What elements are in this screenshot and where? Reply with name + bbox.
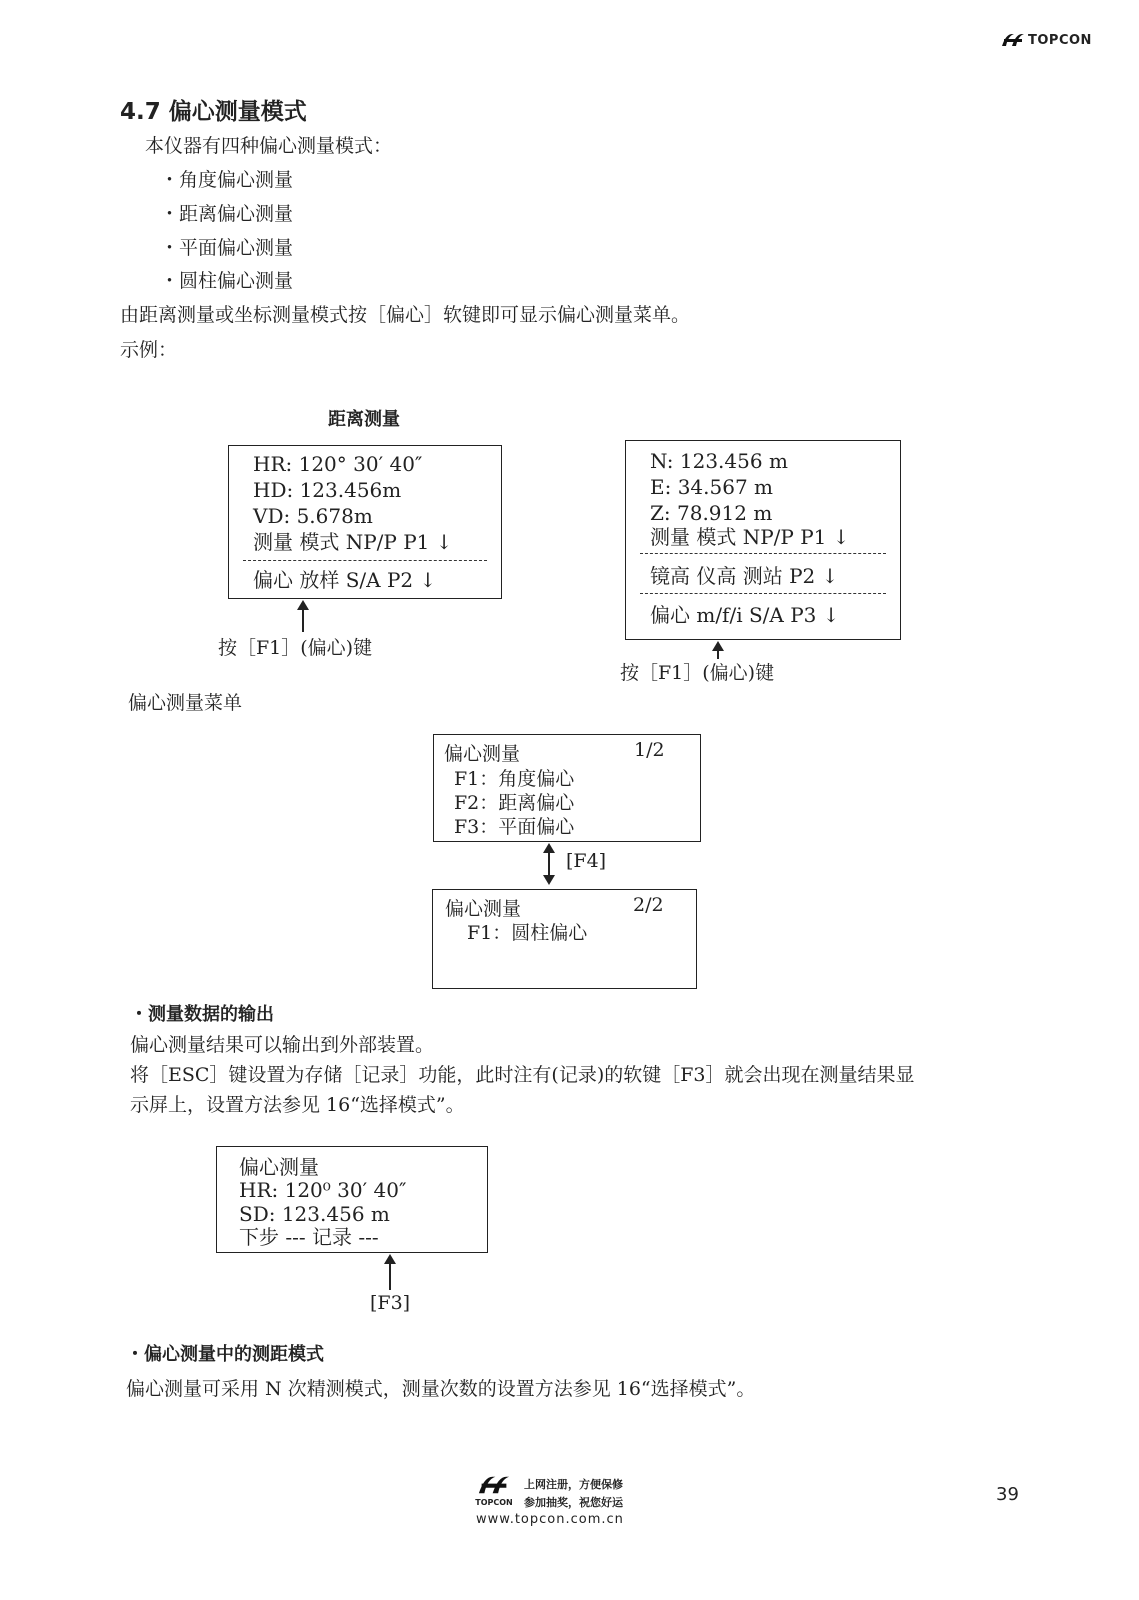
- section-title: 4.7 偏心测量模式: [120, 99, 307, 125]
- footer-line1: 上网注册，方便保修: [524, 1478, 623, 1491]
- menu-page: 2/2: [633, 894, 664, 916]
- f3-key-label: [F3]: [370, 1292, 411, 1314]
- arrow-shaft: [302, 608, 304, 632]
- f4-key-label: [F4]: [566, 850, 607, 872]
- divider: [243, 560, 487, 561]
- footer-logo: [474, 1474, 514, 1507]
- topcon-mark-icon: [475, 1474, 513, 1496]
- screen-line: Z: 78.912 m: [650, 501, 773, 525]
- range-mode-text: 偏心测量可采用 N 次精测模式，测量次数的设置方法参见 16“选择模式”。: [126, 1378, 756, 1400]
- screen-line: HR: 120° 30′ 40″: [253, 452, 423, 476]
- mode-item: ・平面偏心测量: [160, 237, 294, 259]
- offset-result-screen: [216, 1146, 488, 1253]
- mode-item: ・距离偏心测量: [160, 203, 294, 225]
- footer-brand: TOPCON: [475, 1498, 513, 1507]
- arrow-shaft: [548, 851, 550, 875]
- menu-page: 1/2: [634, 739, 665, 761]
- arrow-shaft: [389, 1262, 391, 1290]
- offset-menu-page2: [432, 889, 697, 989]
- range-mode-heading: ・偏心测量中的测距模式: [126, 1344, 324, 1365]
- softkey-row-p3: 偏心 m/f/i S/A P3 ↓: [650, 603, 840, 627]
- softkey-row-p1: 测量 模式 NP/P P1 ↓: [650, 525, 850, 549]
- screen-line: VD: 5.678m: [253, 504, 373, 528]
- menu-item: F3：平面偏心: [454, 816, 575, 838]
- distance-caption: 距离测量: [328, 409, 400, 430]
- mode-item: ・角度偏心测量: [160, 169, 294, 191]
- output-text: 示屏上，设置方法参见 16“选择模式”。: [130, 1094, 465, 1116]
- key-note: 按［F1］(偏心)键: [620, 662, 775, 684]
- divider: [640, 593, 886, 594]
- intro-lead: 本仪器有四种偏心测量模式：: [145, 135, 393, 157]
- softkey-row-p2: 镜高 仪高 测站 P2 ↓: [650, 564, 839, 588]
- screen-line: 偏心测量: [239, 1155, 319, 1179]
- softkey-row: 下步 --- 记录 ---: [239, 1225, 379, 1249]
- key-note: 按［F1］(偏心)键: [218, 637, 373, 659]
- menu-item: F2：距离偏心: [454, 792, 575, 814]
- page-number: 39: [996, 1484, 1019, 1505]
- menu-item: F1：圆柱偏心: [467, 922, 588, 944]
- menu-title: 偏心测量: [444, 743, 521, 765]
- distance-screen: [228, 445, 502, 599]
- menu-title: 偏心测量: [445, 898, 522, 920]
- divider: [640, 553, 886, 554]
- screen-line: E: 34.567 m: [650, 475, 773, 499]
- softkey-row-p1: 测量 模式 NP/P P1 ↓: [253, 530, 453, 554]
- example-label: 示例：: [120, 339, 178, 361]
- menu-label: 偏心测量菜单: [128, 692, 243, 714]
- footer-line2: 参加抽奖，祝您好运: [524, 1496, 623, 1509]
- output-heading: ・测量数据的输出: [130, 1004, 274, 1025]
- topcon-logo: [1000, 32, 1092, 48]
- menu-item: F1：角度偏心: [454, 768, 575, 790]
- output-text: 偏心测量结果可以输出到外部装置。: [130, 1034, 435, 1056]
- screen-line: N: 123.456 m: [650, 449, 788, 473]
- output-text: 将［ESC］键设置为存储［记录］功能，此时注有(记录)的软键［F3］就会出现在测量结果显: [130, 1064, 915, 1086]
- mode-item: ・圆柱偏心测量: [160, 270, 294, 292]
- screen-line: SD: 123.456 m: [239, 1202, 390, 1226]
- instruction-text: 由距离测量或坐标测量模式按［偏心］软键即可显示偏心测量菜单。: [120, 304, 691, 326]
- offset-menu-page1: [433, 734, 701, 842]
- footer-url[interactable]: www.topcon.com.cn: [476, 1512, 624, 1527]
- screen-line: HR: 120⁰ 30′ 40″: [239, 1178, 407, 1202]
- brand-name: TOPCON: [1028, 32, 1092, 48]
- screen-line: HD: 123.456m: [253, 478, 402, 502]
- coordinate-screen: [625, 440, 901, 640]
- softkey-row-p2: 偏心 放样 S/A P2 ↓: [253, 568, 437, 592]
- topcon-mark-icon: [1000, 32, 1026, 48]
- arrow-down-icon: [543, 875, 555, 885]
